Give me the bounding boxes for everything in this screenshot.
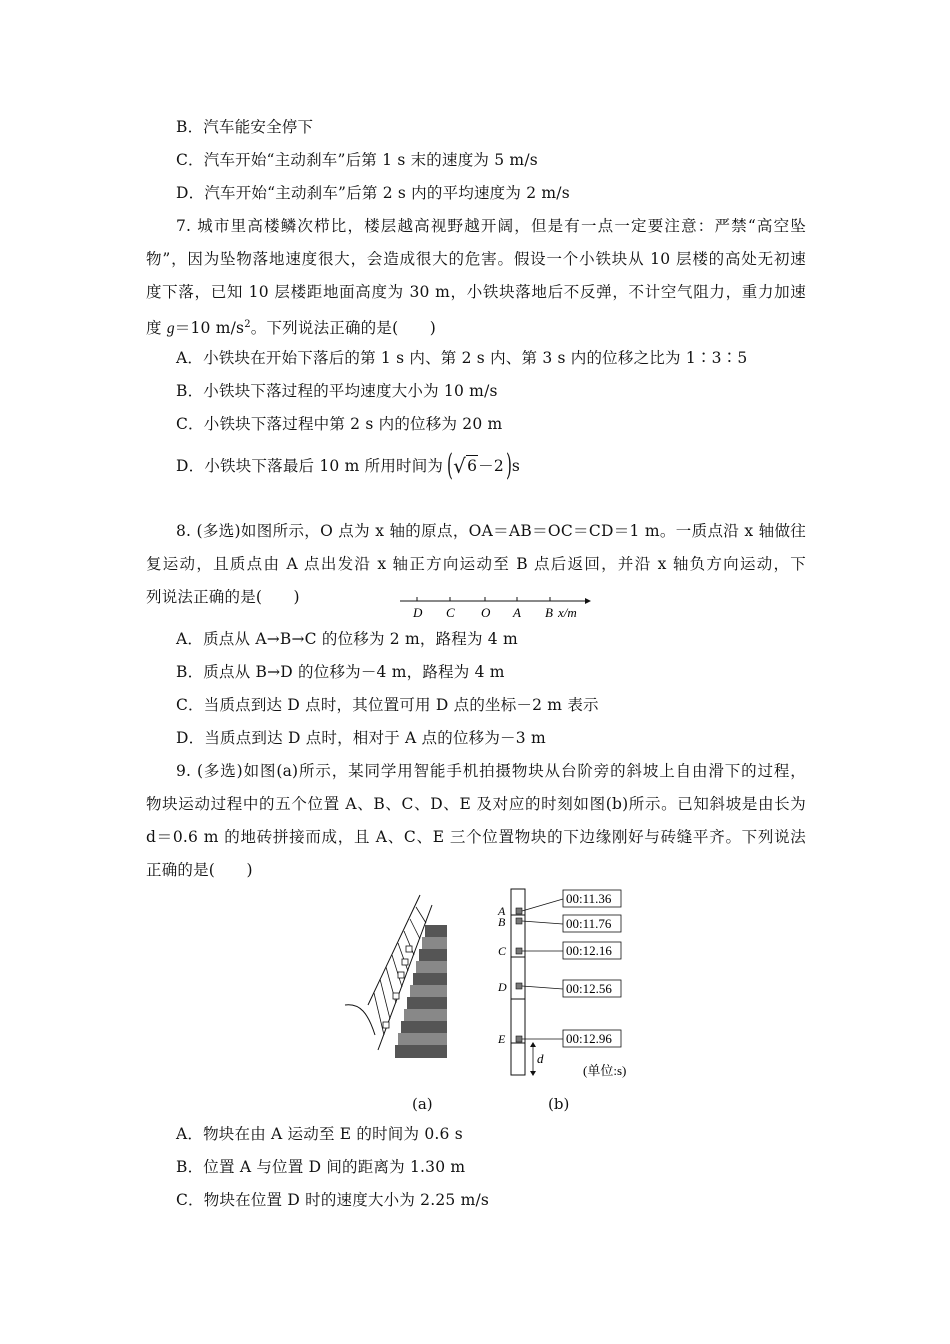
svg-text:00:12.96: 00:12.96 xyxy=(566,1031,612,1046)
q7-stem-line4: 度 g＝10 $m/s^2$。下列说法正确的是( ) xyxy=(146,319,436,338)
q8-stem-line1: 8. (多选)如图所示，O 点为 x 轴的原点，OA＝AB＝OC＝CD＝1 m。一质点沿 x 轴做往 xyxy=(176,522,806,540)
position-e xyxy=(497,1030,621,1047)
svg-text:B: B xyxy=(498,915,506,929)
label-a: A xyxy=(513,605,521,620)
q9-option-c: C．物块在位置 D 时的速度大小为 2.25 m/s xyxy=(176,1191,490,1209)
q7-option-a: A．小铁块在开始下落后的第 1 s 内、第 2 s 内、第 3 s 内的位移之比为 1∶3∶5 xyxy=(176,349,748,367)
svg-text:E: E xyxy=(498,1032,506,1046)
d-dimension xyxy=(530,1042,544,1076)
ground-curve xyxy=(345,1005,375,1035)
svg-text:d: d xyxy=(537,1051,544,1066)
q8-stem-line2: 复运动，且质点由 A 点出发沿 x 轴正方向运动至 B 点后返回，并沿 x 轴负方向运动，下 xyxy=(146,555,806,573)
q9-option-a: A．物块在由 A 运动至 E 的时间为 0.6 s xyxy=(176,1125,463,1143)
svg-text:A: A xyxy=(498,904,506,918)
label-c: C xyxy=(446,605,455,620)
position-d xyxy=(497,980,621,997)
svg-text:C: C xyxy=(498,944,507,958)
unit-note: (单位:s) xyxy=(583,1063,627,1078)
q7-stem-line2: 物”，因为坠物落地速度很大，会造成很大的危害。假设一个小铁块从 10 层楼的高处无初速 xyxy=(146,250,806,268)
figure-b-caption: (b) xyxy=(548,1095,570,1113)
q6-option-b: B．汽车能安全停下 xyxy=(176,118,314,136)
stair-steps xyxy=(395,925,447,1058)
svg-text:00:12.16: 00:12.16 xyxy=(566,943,612,958)
number-line-figure xyxy=(395,593,595,623)
label-o: O xyxy=(481,605,491,620)
radical-expression: ( √ 6 －2 ) xyxy=(447,447,512,483)
position-b xyxy=(498,915,621,932)
position-c xyxy=(498,942,621,959)
figure-b-timestamps xyxy=(495,885,655,1095)
q8-stem-line3: 列说法正确的是( ) xyxy=(146,588,300,606)
q7-option-b: B．小铁块下落过程的平均速度大小为 10 m/s xyxy=(176,382,498,400)
q9-stem-line2: 物块运动过程中的五个位置 A、B、C、D、E 及对应的时刻如图(b)所示。已知斜坡是由长为 xyxy=(146,795,806,813)
svg-text:00:12.56: 00:12.56 xyxy=(566,981,612,996)
label-d: D xyxy=(413,605,423,620)
q6-option-d: D．汽车开始“主动刹车”后第 2 s 内的平均速度为 2 m/s xyxy=(176,184,570,202)
svg-text:00:11.76: 00:11.76 xyxy=(566,916,612,931)
q9-stem-line4: 正确的是( ) xyxy=(146,861,253,879)
q8-option-d: D．当质点到达 D 点时，相对于 A 点的位移为－3 m xyxy=(176,729,546,747)
q7-stem-line1: 7. 城市里高楼鳞次栉比，楼层越高视野越开阔，但是有一点一定要注意：严禁“高空坠 xyxy=(176,217,806,235)
position-a xyxy=(497,890,621,918)
q7-stem-line3: 度下落，已知 10 层楼距地面高度为 30 m，小铁块落地后不反弹，不计空气阻力，重力加速 xyxy=(146,283,806,301)
figure-a-caption: (a) xyxy=(412,1095,433,1113)
q9-stem-line3: d＝0.6 m 的地砖拼接而成，且 A、C、E 三个位置物块的下边缘刚好与砖缝平齐。下列说法 xyxy=(146,828,806,846)
q8-option-a: A．质点从 A→B→C 的位移为 2 m，路程为 4 m xyxy=(176,630,518,648)
svg-text:D: D xyxy=(498,980,507,994)
axis-unit: x/m xyxy=(558,605,577,620)
svg-text:00:11.36: 00:11.36 xyxy=(566,891,612,906)
x-axis-arrow-icon xyxy=(585,598,591,604)
q8-option-c: C．当质点到达 D 点时，其位置可用 D 点的坐标－2 m 表示 xyxy=(176,696,599,714)
q7-option-d: D．小铁块下落最后 10 m 所用时间为 ( √ 6 －2 ) s xyxy=(176,447,521,483)
q9-stem-line1: 9. (多选)如图(a)所示，某同学用智能手机拍摄物块从台阶旁的斜坡上自由滑下的过程， xyxy=(176,762,806,780)
q9-option-b: B．位置 A 与位置 D 间的距离为 1.30 m xyxy=(176,1158,466,1176)
q6-option-c: C．汽车开始“主动刹车”后第 1 s 末的速度为 5 m/s xyxy=(176,151,538,169)
figure-a-slope-stairs xyxy=(340,885,455,1060)
slope-strip xyxy=(511,889,525,1075)
q8-option-b: B．质点从 B→D 的位移为－4 m，路程为 4 m xyxy=(176,663,505,681)
label-b: B xyxy=(545,605,553,620)
q7-option-c: C．小铁块下落过程中第 2 s 内的位移为 20 m xyxy=(176,415,503,433)
